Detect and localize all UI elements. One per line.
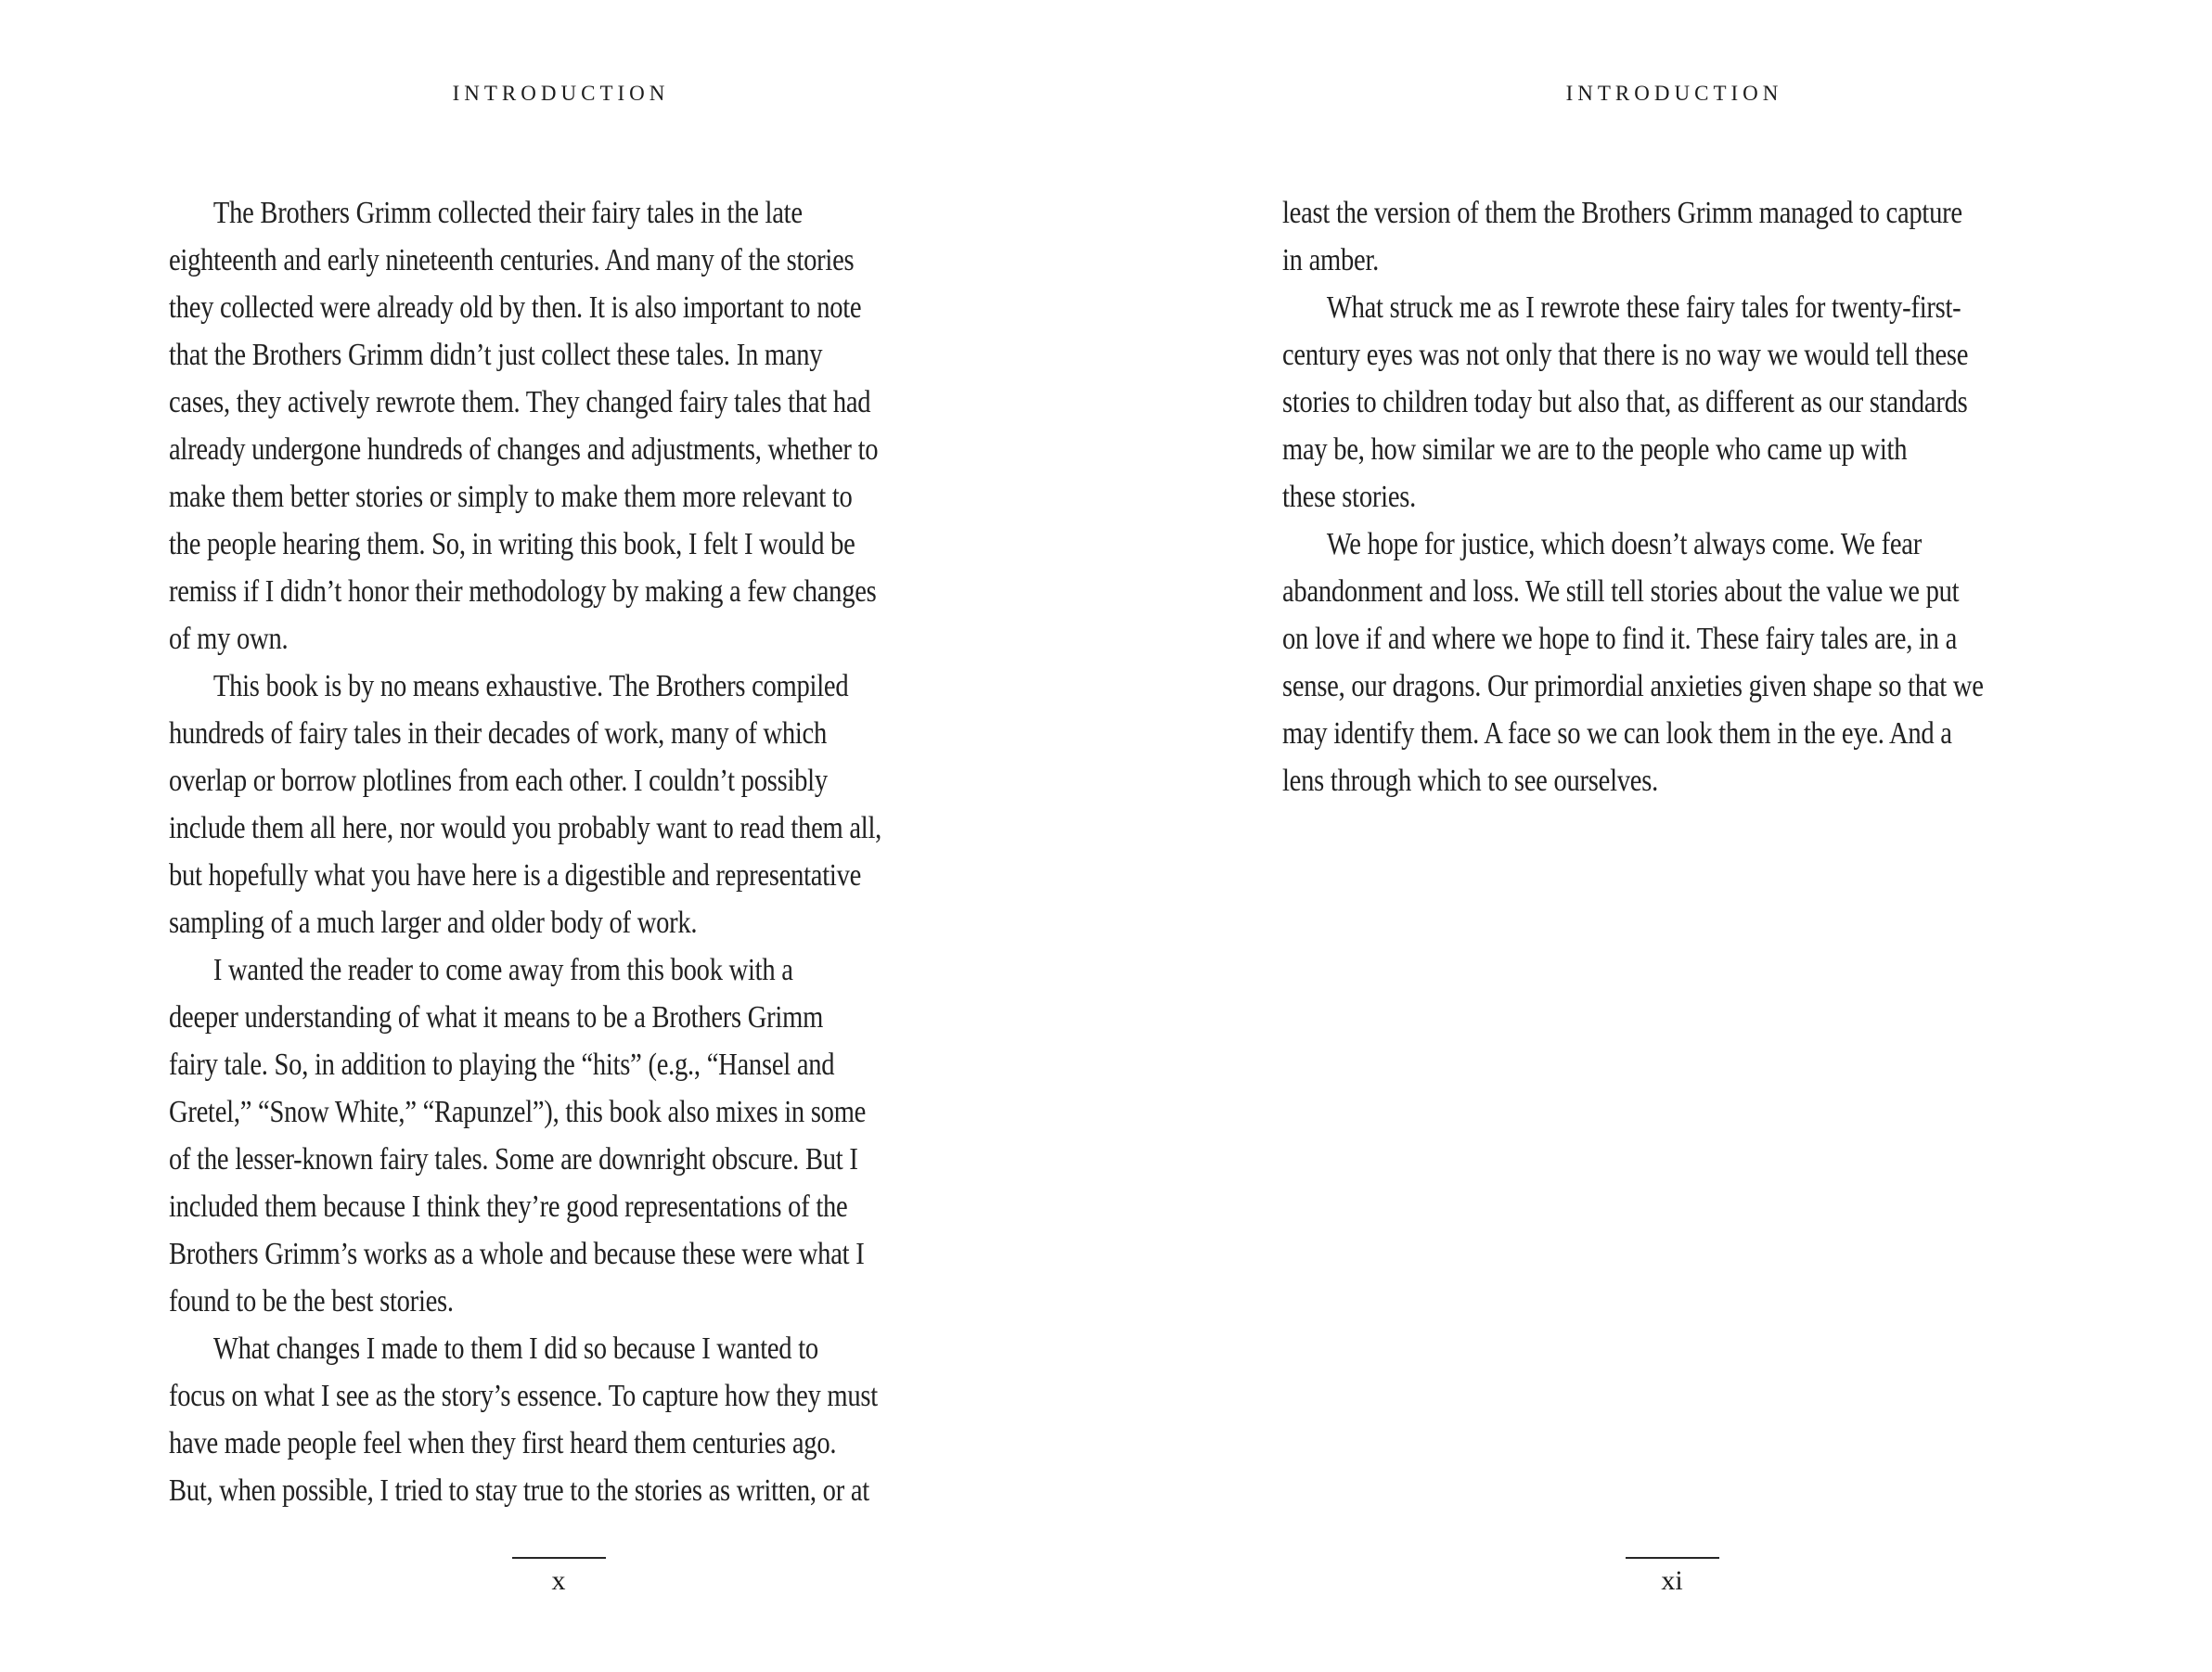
text-line: already undergone hundreds of changes and adjustments, whether to (169, 432, 879, 467)
text-line: fairy tale. So, in addition to playing the “hits” (e.g., “Hansel and (169, 1048, 835, 1082)
text-line: lens through which to see ourselves. (1282, 764, 1658, 798)
text-line: the people hearing them. So, in writing this book, I felt I would be (169, 527, 855, 561)
text-line: have made people feel when they first heard them centuries ago. (169, 1426, 837, 1460)
text-line: I wanted the reader to come away from this book with a (212, 953, 793, 987)
right-body-text (1282, 189, 2062, 804)
left-body-text (169, 189, 948, 1514)
text-line: of the lesser-known fairy tales. Some are downright obscure. But I (169, 1142, 858, 1177)
text-line: sense, our dragons. Our primordial anxieties given shape so that we (1282, 669, 1984, 703)
text-line: they collected were already old by then. It is also important to note (169, 290, 862, 325)
text-line: deeper understanding of what it means to be a Brothers Grimm (169, 1000, 824, 1035)
text-line: abandonment and loss. We still tell stories about the value we put (1282, 574, 1960, 609)
text-line: cases, they actively rewrote them. They changed fairy tales that had (169, 385, 871, 419)
left-footer-rule (512, 1557, 606, 1559)
text-line: focus on what I see as the story’s essence. To capture how they must (169, 1379, 878, 1413)
text-line: may be, how similar we are to the people who came up with (1282, 432, 1908, 467)
text-line: make them better stories or simply to make them more relevant to (169, 480, 853, 514)
text-line: include them all here, nor would you probably want to read them all, (169, 811, 882, 845)
right-running-head: INTRODUCTION (1565, 82, 1783, 105)
text-line: found to be the best stories. (169, 1284, 454, 1318)
text-line: remiss if I didn’t honor their methodology by making a few changes (169, 574, 877, 609)
text-line: The Brothers Grimm collected their fairy tales in the late (212, 196, 803, 230)
text-line: We hope for justice, which doesn’t always come. We fear (1326, 527, 1922, 561)
text-line: in amber. (1282, 243, 1380, 277)
text-line: sampling of a much larger and older body of work. (169, 906, 698, 940)
text-line: But, when possible, I tried to stay true to the stories as written, or at (169, 1473, 869, 1508)
text-line: but hopefully what you have here is a digestible and representative (169, 858, 862, 893)
text-line: Brothers Grimm’s works as a whole and because these were what I (169, 1237, 865, 1271)
right-page-footer (1282, 1557, 2062, 1596)
paragraph (169, 189, 948, 662)
paragraph (169, 946, 948, 1325)
text-line: hundreds of fairy tales in their decades of work, many of which (169, 716, 828, 751)
paragraph (169, 1325, 948, 1514)
left-page-number: x (551, 1565, 566, 1596)
text-line: This book is by no means exhaustive. The Brothers compiled (212, 669, 849, 703)
text-line: least the version of them the Brothers Grimm managed to capture (1282, 196, 1962, 230)
paragraph (1282, 189, 2062, 284)
text-line: on love if and where we hope to find it. These fairy tales are, in a (1282, 622, 1958, 656)
text-line: century eyes was not only that there is no way we would tell these (1282, 338, 1969, 372)
text-line: these stories. (1282, 480, 1417, 514)
left-page-footer (169, 1557, 948, 1596)
paragraph (169, 662, 948, 946)
text-line: included them because I think they’re good representations of the (169, 1190, 848, 1224)
text-line: overlap or borrow plotlines from each other. I couldn’t possibly (169, 764, 828, 798)
text-line: Gretel,” “Snow White,” “Rapunzel”), this book also mixes in some (169, 1095, 867, 1129)
text-line: that the Brothers Grimm didn’t just collect these tales. In many (169, 338, 823, 372)
text-line: What changes I made to them I did so because I wanted to (212, 1331, 818, 1366)
left-page (169, 0, 948, 1672)
left-running-head: INTRODUCTION (452, 82, 670, 105)
text-line: of my own. (169, 622, 289, 656)
right-footer-rule (1626, 1557, 1719, 1559)
paragraph (1282, 284, 2062, 521)
right-page (1282, 0, 2062, 1672)
text-line: stories to children today but also that, as different as our standards (1282, 385, 1968, 419)
text-line: What struck me as I rewrote these fairy tales for twenty-first- (1326, 290, 1961, 325)
paragraph (1282, 521, 2062, 804)
text-line: eighteenth and early nineteenth centuries. And many of the stories (169, 243, 855, 277)
right-page-number: xi (1661, 1565, 1683, 1596)
text-line: may identify them. A face so we can look them in the eye. And a (1282, 716, 1952, 751)
